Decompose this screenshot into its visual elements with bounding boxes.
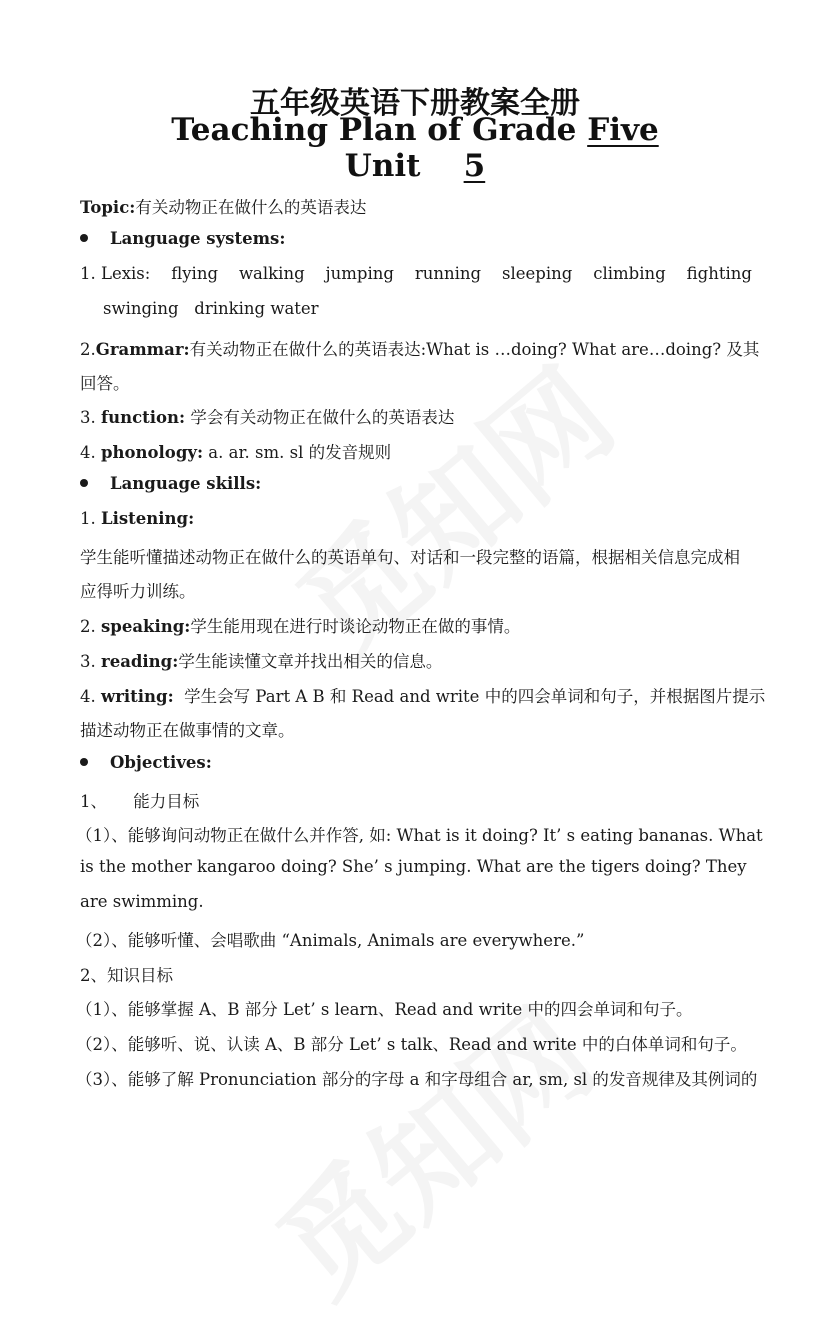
grammar-line-2: 回答。 bbox=[80, 374, 130, 393]
bullet-icon bbox=[80, 479, 88, 487]
knowledge-heading: 2、知识目标 bbox=[80, 966, 173, 985]
listening-text: 学生能听懂描述动物正在做什么的英语单句、对话和一段完整的语篇，根据相关信息完成相 bbox=[80, 548, 740, 567]
function-line: 3. function: 学会有关动物正在做什么的英语表达 bbox=[80, 408, 455, 427]
unit-number: 5 bbox=[463, 148, 486, 184]
heading-language-systems: Language systems: bbox=[80, 229, 285, 248]
reading-line: 3. reading:学生能读懂文章并找出相关的信息。 bbox=[80, 652, 443, 671]
grammar-line: 2.Grammar:有关动物正在做什么的英语表达:What is …doing? What are…doing? 及其 bbox=[80, 340, 760, 359]
knowledge-item-2: （2）、能够听、说、认读 A、B 部分 Let’ s talk、Read and write 中的白体单词和句子。 bbox=[76, 1035, 747, 1054]
writing-line: 4. writing: 学生会写 Part A B 和 Read and write 中的四会单词和句子，并根据图片提示 bbox=[80, 687, 766, 706]
listening-line: 1. Listening: bbox=[80, 509, 195, 528]
ability-item-1-cont-2: are swimming. bbox=[80, 892, 204, 911]
lexis-line: 1. Lexis: flying walking jumping running sleeping climbing fighting bbox=[80, 264, 752, 283]
speaking-line: 2. speaking:学生能用现在进行时谈论动物正在做的事情。 bbox=[80, 617, 521, 636]
heading-objectives: Objectives: bbox=[80, 753, 212, 772]
phonology-line: 4. phonology: a. ar. sm. sl 的发音规则 bbox=[80, 443, 392, 462]
writing-text-2: 描述动物正在做事情的文章。 bbox=[80, 721, 295, 740]
ability-item-2: （2）、能够听懂、会唱歌曲 “Animals, Animals are everywhere.” bbox=[76, 931, 585, 950]
title-english: Teaching Plan of Grade Five bbox=[171, 112, 659, 148]
listening-text-2: 应得听力训练。 bbox=[80, 582, 196, 601]
heading-language-skills: Language skills: bbox=[80, 474, 261, 493]
bullet-icon bbox=[80, 758, 88, 766]
bullet-icon bbox=[80, 234, 88, 242]
knowledge-item-1: （1）、能够掌握 A、B 部分 Let’ s learn、Read and write 中的四会单词和句子。 bbox=[76, 1000, 693, 1019]
ability-item-1-cont: is the mother kangaroo doing? She’ s jumping. What are the tigers doing? They bbox=[80, 857, 747, 876]
title-unit: Unit 5 bbox=[344, 148, 486, 184]
ability-item-1: （1）、能够询问动物正在做什么并作答, 如: What is it doing? It’ s eating bananas. What bbox=[76, 826, 763, 845]
ability-heading: 1、 能力目标 bbox=[80, 792, 200, 811]
title-chinese: 五年级英语下册教案全册 bbox=[250, 86, 580, 121]
lexis-line-2: swinging drinking water bbox=[103, 299, 319, 318]
grade-underlined: Five bbox=[587, 112, 659, 148]
knowledge-item-3: （3）、能够了解 Pronunciation 部分的字母 a 和字母组合 ar, sm, sl 的发音规律及其例词的 bbox=[76, 1070, 758, 1089]
topic-line: Topic:有关动物正在做什么的英语表达 bbox=[80, 198, 367, 217]
